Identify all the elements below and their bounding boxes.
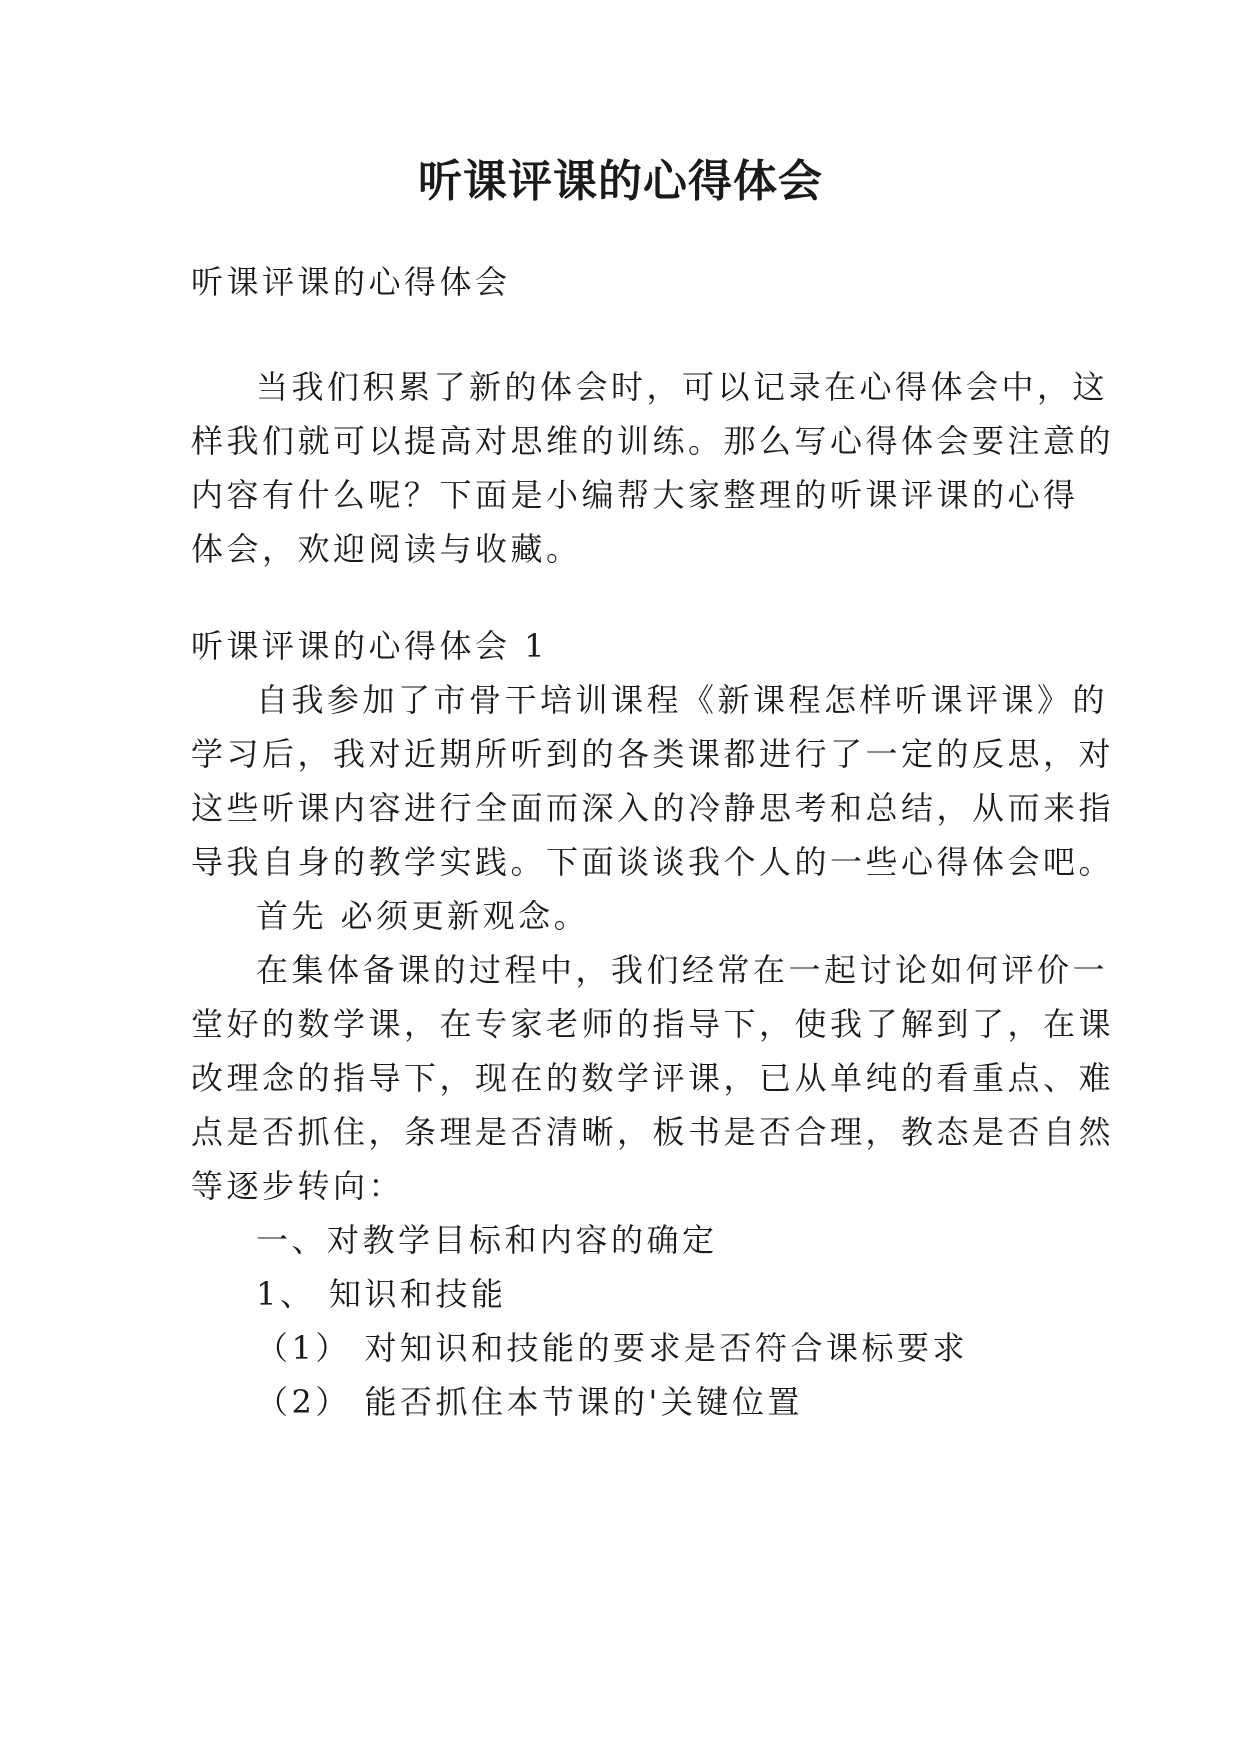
intro-line-2: 样我们就可以提高对思维的训练。那么写心得体会要注意的 [191,422,1115,460]
para2-line-5: 等逐步转向： [191,1167,405,1205]
intro-line-4: 体会，欢迎阅读与收藏。 [191,530,582,568]
para2-line-1: 在集体备课的过程中，我们经常在一起讨论如何评价一 [256,951,1109,989]
point1: 首先 必须更新观念。 [256,897,590,935]
outline-1-1-b: （2） 能否抓住本节课的'关键位置 [256,1383,803,1421]
intro-line-1: 当我们积累了新的体会时，可以记录在心得体会中，这 [256,368,1109,406]
outline-1-1-a: （1） 对知识和技能的要求是否符合课标要求 [256,1329,969,1367]
subtitle: 听课评课的心得体会 [191,263,511,301]
outline-1: 一、对教学目标和内容的确定 [256,1221,718,1259]
para1-line-3: 这些听课内容进行全面而深入的冷静思考和总结，从而来指 [191,789,1115,827]
intro-line-3: 内容有什么呢？下面是小编帮大家整理的听课评课的心得 [191,476,1079,514]
para1-line-2: 学习后，我对近期所听到的各类课都进行了一定的反思，对 [191,735,1115,773]
para1-line-4: 导我自身的教学实践。下面谈谈我个人的一些心得体会吧。 [191,843,1115,881]
para2-line-4: 点是否抓住，条理是否清晰，板书是否合理，教态是否自然 [191,1113,1115,1151]
para1-line-1: 自我参加了市骨干培训课程《新课程怎样听课评课》的 [256,681,1109,719]
para2-line-3: 改理念的指导下，现在的数学评课，已从单纯的看重点、难 [191,1059,1115,1097]
outline-1-1: 1、 知识和技能 [256,1275,507,1313]
para2-line-2: 堂好的数学课，在专家老师的指导下，使我了解到了，在课 [191,1005,1115,1043]
section-heading: 听课评课的心得体会 1 [191,627,549,665]
document-title: 听课评课的心得体会 [418,156,823,207]
